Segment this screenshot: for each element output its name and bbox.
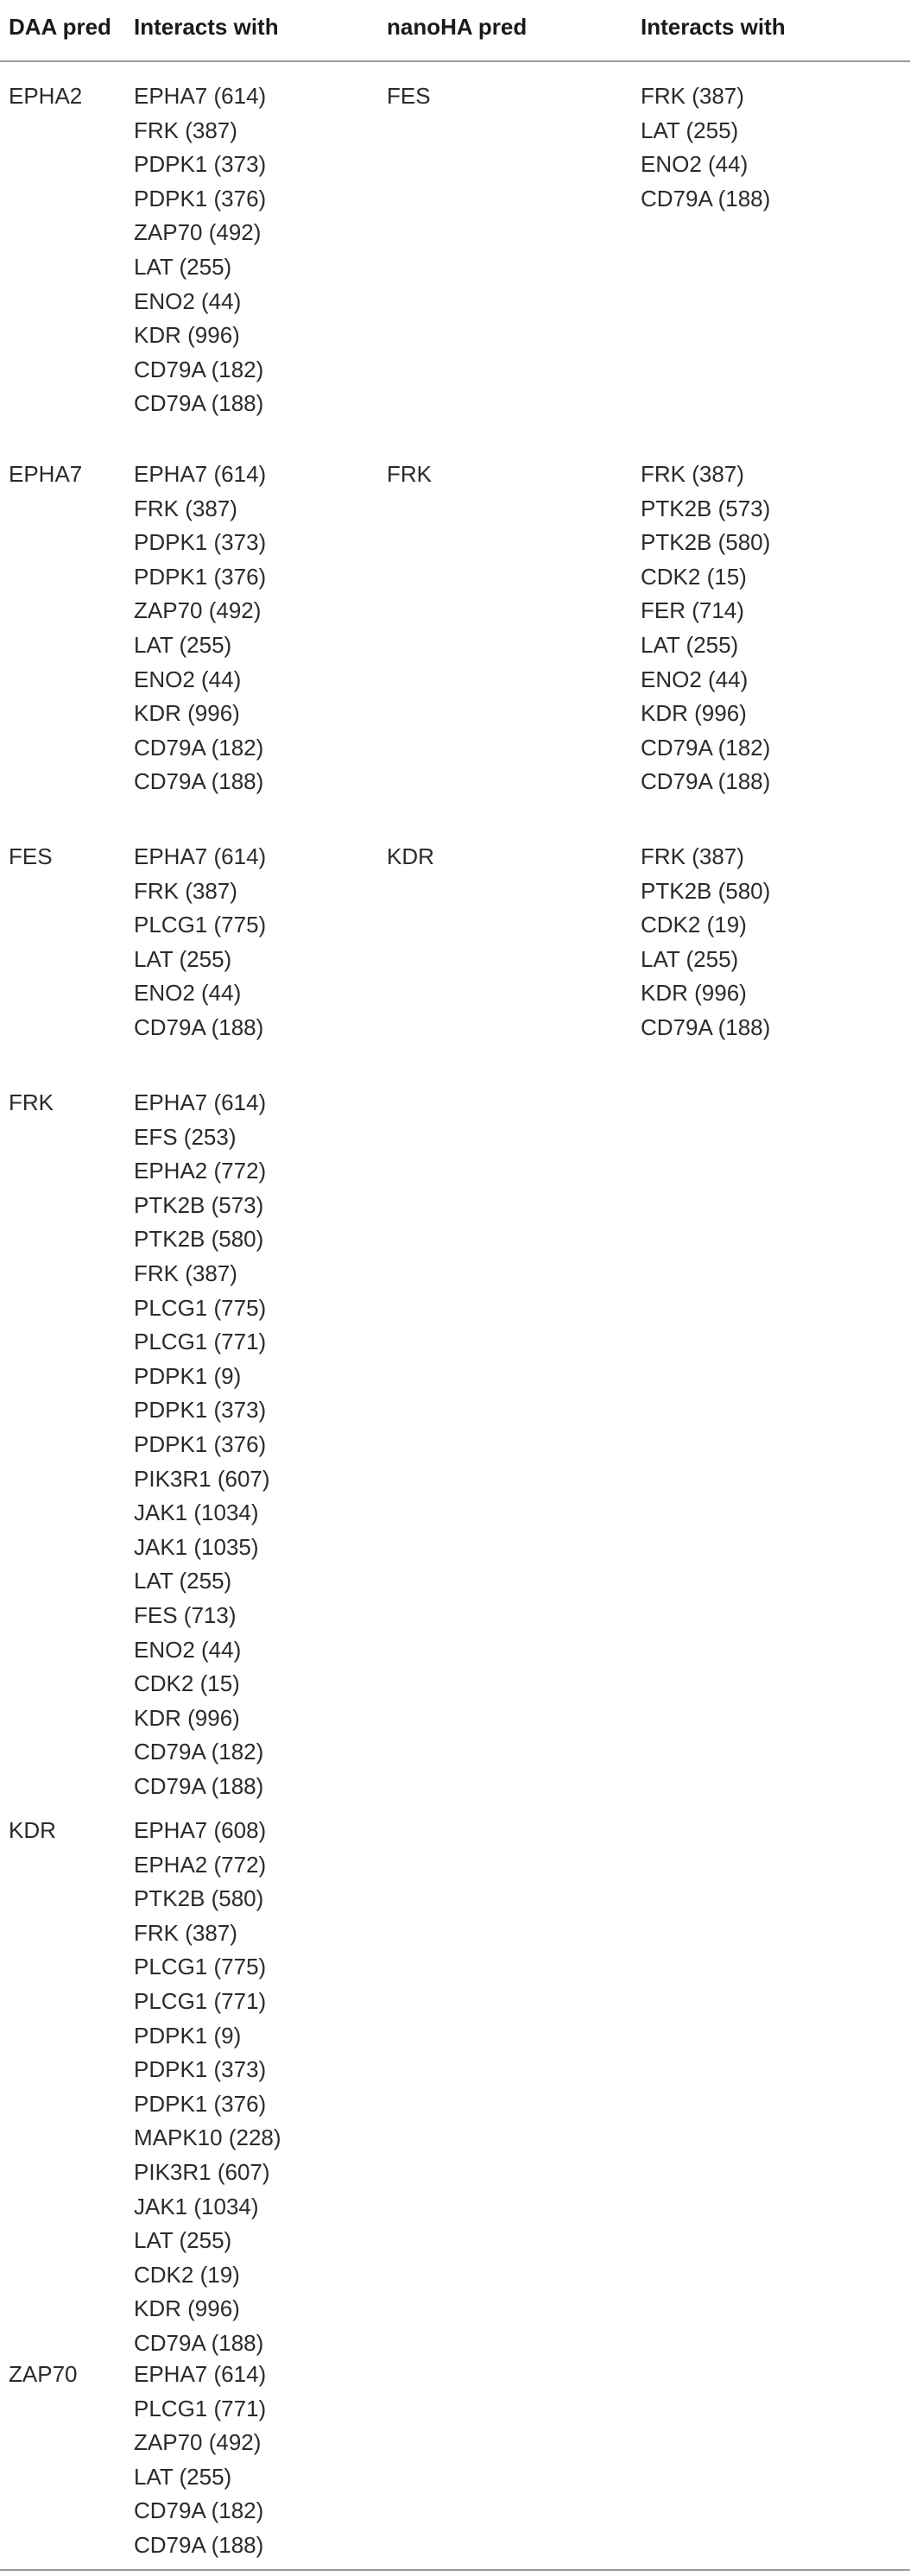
table-row <box>0 840 910 1082</box>
interaction-item: LAT (255) <box>134 2227 232 2254</box>
interaction-item: PIK3R1 (607) <box>134 1465 270 1492</box>
interaction-item: PDPK1 (376) <box>134 1430 267 1457</box>
interaction-item: CD79A (188) <box>134 1013 264 1040</box>
header-daa-interacts: Interacts with <box>134 14 279 40</box>
interaction-item: MAPK10 (228) <box>134 2125 281 2151</box>
daa-interacts-cell <box>134 840 266 1045</box>
interaction-item: ENO2 (44) <box>641 666 749 692</box>
interaction-item: EPHA7 (614) <box>134 83 267 109</box>
interaction-item: CD79A (188) <box>134 2531 264 2558</box>
interaction-item: PDPK1 (376) <box>134 185 267 212</box>
daa-pred-cell: FRK <box>9 1089 54 1115</box>
interaction-item: CD79A (188) <box>641 185 771 212</box>
interaction-item: CDK2 (15) <box>641 563 747 590</box>
interaction-item: CD79A (188) <box>134 768 264 795</box>
interaction-item: PDPK1 (376) <box>134 563 267 590</box>
interaction-item: KDR (996) <box>134 1704 240 1731</box>
interaction-item: PLCG1 (771) <box>134 1329 267 1355</box>
interaction-item: ENO2 (44) <box>641 151 749 178</box>
interaction-item: PTK2B (580) <box>134 1885 264 1912</box>
interaction-item: ZAP70 (492) <box>134 2429 262 2456</box>
daa-interacts-cell <box>134 1086 270 1803</box>
interaction-item: PLCG1 (775) <box>134 1294 267 1321</box>
interaction-item: PTK2B (573) <box>641 495 771 521</box>
interaction-item: PLCG1 (775) <box>134 1954 267 1980</box>
daa-pred-cell: KDR <box>9 1817 56 1843</box>
daa-pred-cell: ZAP70 <box>9 2361 78 2387</box>
interaction-item: PIK3R1 (607) <box>134 2158 270 2185</box>
interaction-item: LAT (255) <box>134 1568 232 1594</box>
interaction-item: EPHA7 (614) <box>134 461 267 487</box>
interaction-item: FRK (387) <box>641 461 744 487</box>
interaction-item: LAT (255) <box>641 945 739 972</box>
interaction-item: LAT (255) <box>641 631 739 658</box>
interaction-item: CD79A (182) <box>134 1739 264 1765</box>
table-row <box>0 1086 910 1811</box>
interaction-item: PDPK1 (373) <box>134 529 267 556</box>
interaction-item: FRK (387) <box>134 877 237 904</box>
interaction-item: FRK (387) <box>134 117 237 143</box>
interaction-item: CD79A (188) <box>134 390 264 417</box>
table-body <box>0 62 910 2569</box>
interaction-item: PDPK1 (373) <box>134 151 267 178</box>
interaction-item: KDR (996) <box>641 980 747 1007</box>
interaction-item: ENO2 (44) <box>134 1636 242 1663</box>
interaction-item: EPHA7 (614) <box>134 843 267 869</box>
interaction-item: ENO2 (44) <box>134 287 242 314</box>
interaction-item: PDPK1 (373) <box>134 2056 267 2083</box>
interaction-item: FRK (387) <box>641 843 744 869</box>
interaction-item: CD79A (188) <box>134 1772 264 1799</box>
interaction-item: PTK2B (580) <box>134 1226 264 1253</box>
interaction-item: FRK (387) <box>134 1260 237 1286</box>
interaction-item: FER (714) <box>641 597 744 624</box>
header-nanoha-interacts: Interacts with <box>641 14 786 40</box>
interaction-item: PLCG1 (775) <box>134 912 267 938</box>
table-header <box>0 0 910 62</box>
interaction-item: KDR (996) <box>134 700 240 727</box>
interaction-item: LAT (255) <box>134 631 232 658</box>
interaction-item: JAK1 (1035) <box>134 1533 259 1560</box>
nanoha-pred-cell: KDR <box>387 843 434 869</box>
interaction-item: CDK2 (19) <box>641 912 747 938</box>
nanoha-pred-cell: FES <box>387 83 431 109</box>
interaction-item: CDK2 (19) <box>134 2261 240 2288</box>
interaction-item: KDR (996) <box>641 700 747 727</box>
interaction-item: PTK2B (580) <box>641 877 771 904</box>
header-nanoha-pred: nanoHA pred <box>387 14 528 40</box>
table-row <box>0 2358 910 2569</box>
interaction-item: EFS (253) <box>134 1123 237 1150</box>
interaction-item: CD79A (188) <box>641 768 771 795</box>
interaction-item: LAT (255) <box>641 117 739 143</box>
nanoha-interacts-cell <box>641 840 770 1045</box>
interaction-item: EPHA7 (614) <box>134 2361 267 2387</box>
interaction-item: LAT (255) <box>134 253 232 280</box>
interaction-item: JAK1 (1034) <box>134 2193 259 2219</box>
interaction-item: PDPK1 (376) <box>134 2090 267 2117</box>
interaction-item: EPHA7 (614) <box>134 1089 267 1115</box>
table-row <box>0 458 910 829</box>
header-daa-pred: DAA pred <box>9 14 111 40</box>
nanoha-interacts-cell <box>641 79 770 216</box>
daa-interacts-cell <box>134 79 266 421</box>
interaction-item: EPHA7 (608) <box>134 1817 267 1843</box>
daa-pred-cell: EPHA7 <box>9 461 83 487</box>
nanoha-pred-cell: FRK <box>387 461 432 487</box>
interaction-item: CDK2 (15) <box>134 1670 240 1697</box>
interaction-item: CD79A (182) <box>134 2497 264 2524</box>
interaction-item: FRK (387) <box>134 1919 237 1946</box>
interaction-item: PDPK1 (9) <box>134 1362 242 1389</box>
nanoha-interacts-cell <box>641 458 770 799</box>
interaction-item: CD79A (182) <box>134 356 264 382</box>
interaction-item: KDR (996) <box>134 2295 240 2322</box>
interaction-item: PTK2B (573) <box>134 1191 264 1218</box>
interaction-item: CD79A (182) <box>134 734 264 761</box>
interaction-item: EPHA2 (772) <box>134 1851 267 1878</box>
daa-pred-cell: FES <box>9 843 53 869</box>
interaction-item: LAT (255) <box>134 2463 232 2490</box>
interaction-item: PLCG1 (771) <box>134 1987 267 2014</box>
interaction-item: ENO2 (44) <box>134 666 242 692</box>
interaction-item: CD79A (188) <box>641 1013 771 1040</box>
interaction-item: ENO2 (44) <box>134 980 242 1007</box>
interaction-item: EPHA2 (772) <box>134 1158 267 1184</box>
daa-interacts-cell <box>134 1814 281 2361</box>
interaction-item: JAK1 (1034) <box>134 1500 259 1526</box>
interaction-item: LAT (255) <box>134 945 232 972</box>
daa-interacts-cell <box>134 2358 266 2563</box>
daa-pred-cell: EPHA2 <box>9 83 83 109</box>
interaction-item: PDPK1 (373) <box>134 1397 267 1424</box>
interaction-item: CD79A (188) <box>134 2329 264 2356</box>
interaction-item: ZAP70 (492) <box>134 219 262 246</box>
table-row <box>0 1814 910 2356</box>
table-row <box>0 79 910 477</box>
interaction-item: CD79A (182) <box>641 734 771 761</box>
interaction-item: ZAP70 (492) <box>134 597 262 624</box>
interaction-item: PLCG1 (771) <box>134 2395 267 2421</box>
interaction-item: PTK2B (580) <box>641 529 771 556</box>
interaction-item: PDPK1 (9) <box>134 2022 242 2049</box>
interaction-item: FRK (387) <box>134 495 237 521</box>
interaction-item: KDR (996) <box>134 322 240 349</box>
daa-interacts-cell <box>134 458 266 799</box>
interaction-item: FRK (387) <box>641 83 744 109</box>
interaction-item: FES (713) <box>134 1601 237 1628</box>
